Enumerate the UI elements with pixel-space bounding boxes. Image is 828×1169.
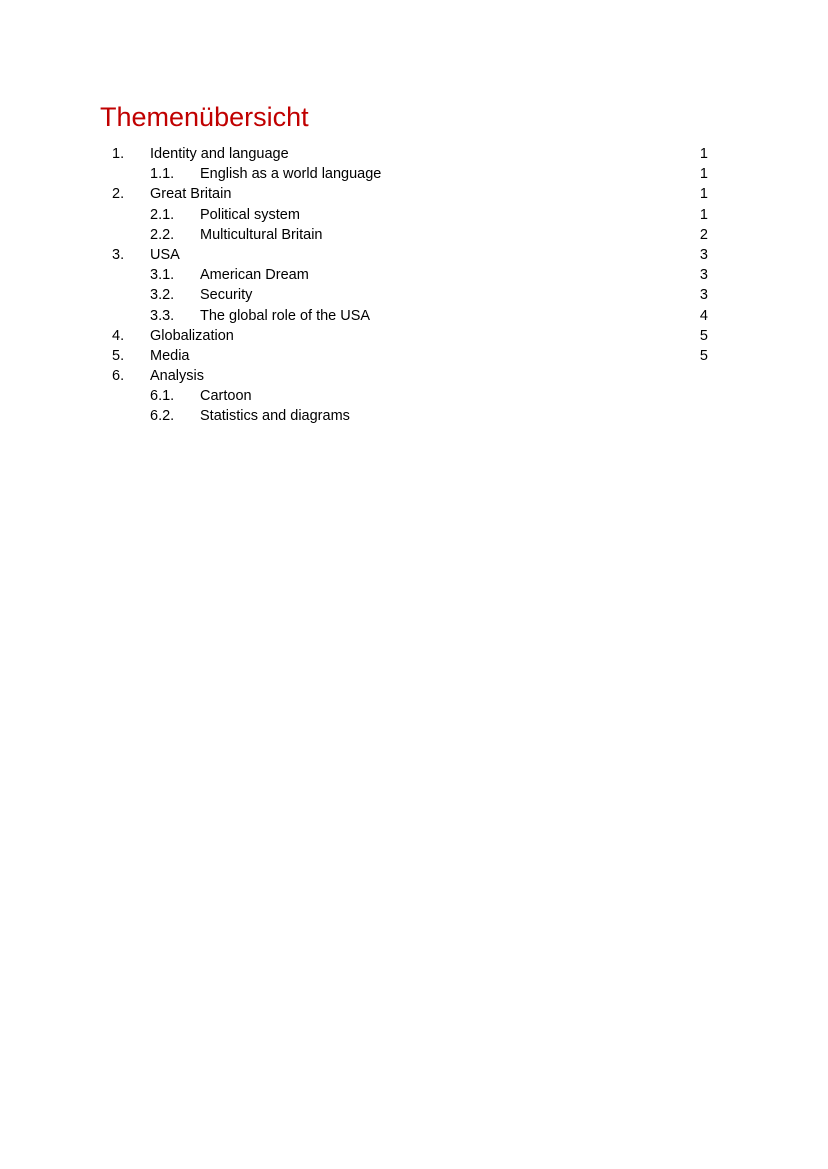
toc-entry-page: 5 bbox=[699, 327, 708, 344]
page-title: Themenübersicht bbox=[100, 102, 309, 132]
toc-entry-number: 3.2. bbox=[150, 287, 175, 304]
toc-subentry[interactable] bbox=[0, 225, 828, 245]
toc-subentry[interactable] bbox=[0, 285, 828, 305]
toc-entry-label: Identity and language bbox=[150, 146, 289, 162]
toc-entry-number: 6. bbox=[112, 368, 125, 385]
toc-entry-label: USA bbox=[150, 246, 180, 263]
toc-entry-number: 1. bbox=[112, 146, 125, 162]
toc-entry-number: 6.1. bbox=[150, 388, 175, 405]
toc-entry-number: 6.2. bbox=[150, 408, 175, 425]
toc-entry-number: 1.1. bbox=[150, 166, 175, 183]
toc-entry-page: 5 bbox=[699, 347, 708, 364]
toc-entry-number: 5. bbox=[112, 347, 125, 364]
toc-entry[interactable] bbox=[0, 245, 828, 265]
toc-entry-page: 3 bbox=[699, 287, 708, 304]
toc-entry-page: 3 bbox=[699, 267, 708, 284]
toc-entry-label: Security bbox=[200, 287, 253, 304]
toc-entry-label: Political system bbox=[200, 206, 300, 223]
toc-entry-number: 2.2. bbox=[150, 226, 175, 243]
toc-subentry[interactable] bbox=[0, 306, 828, 326]
toc-entry-number: 3.1. bbox=[150, 267, 175, 284]
toc-entry[interactable] bbox=[0, 326, 828, 346]
toc-entry-page: 1 bbox=[699, 146, 708, 162]
toc-subentry[interactable] bbox=[0, 406, 828, 426]
toc-entry-page: 1 bbox=[699, 186, 708, 203]
toc-entry-number: 3.3. bbox=[150, 307, 175, 324]
toc-entry[interactable] bbox=[0, 346, 828, 366]
toc-entry-label: Analysis bbox=[150, 368, 204, 385]
toc-entry-number: 2.1. bbox=[150, 206, 175, 223]
toc-entry[interactable] bbox=[0, 184, 828, 204]
toc-entry-label: The global role of the USA bbox=[200, 307, 371, 324]
toc-entry-label: Statistics and diagrams bbox=[200, 408, 350, 425]
toc-entry-number: 2. bbox=[112, 186, 125, 203]
toc-subentry[interactable] bbox=[0, 164, 828, 184]
table-of-contents bbox=[0, 144, 828, 427]
toc-subentry[interactable] bbox=[0, 265, 828, 285]
toc-entry-number: 3. bbox=[112, 246, 125, 263]
toc-entry-label: Great Britain bbox=[150, 186, 232, 203]
toc-entry[interactable] bbox=[0, 366, 828, 386]
toc-entry-label: American Dream bbox=[200, 267, 309, 284]
toc-entry-page: 4 bbox=[699, 307, 708, 324]
toc-entry-page: 1 bbox=[699, 166, 708, 183]
toc-subentry[interactable] bbox=[0, 205, 828, 225]
toc-entry-label: Multicultural Britain bbox=[200, 226, 323, 243]
toc-entry-page: 3 bbox=[699, 246, 708, 263]
toc-subentry[interactable] bbox=[0, 386, 828, 406]
toc-entry-page: 2 bbox=[699, 226, 708, 243]
toc-entry-label: Cartoon bbox=[200, 388, 252, 405]
toc-entry-number: 4. bbox=[112, 327, 125, 344]
toc-entry-page: 1 bbox=[699, 206, 708, 223]
toc-entry-label: Media bbox=[150, 347, 190, 364]
toc-entry-label: English as a world language bbox=[200, 166, 382, 183]
toc-entry-label: Globalization bbox=[150, 327, 234, 344]
toc-entry[interactable] bbox=[0, 144, 828, 164]
